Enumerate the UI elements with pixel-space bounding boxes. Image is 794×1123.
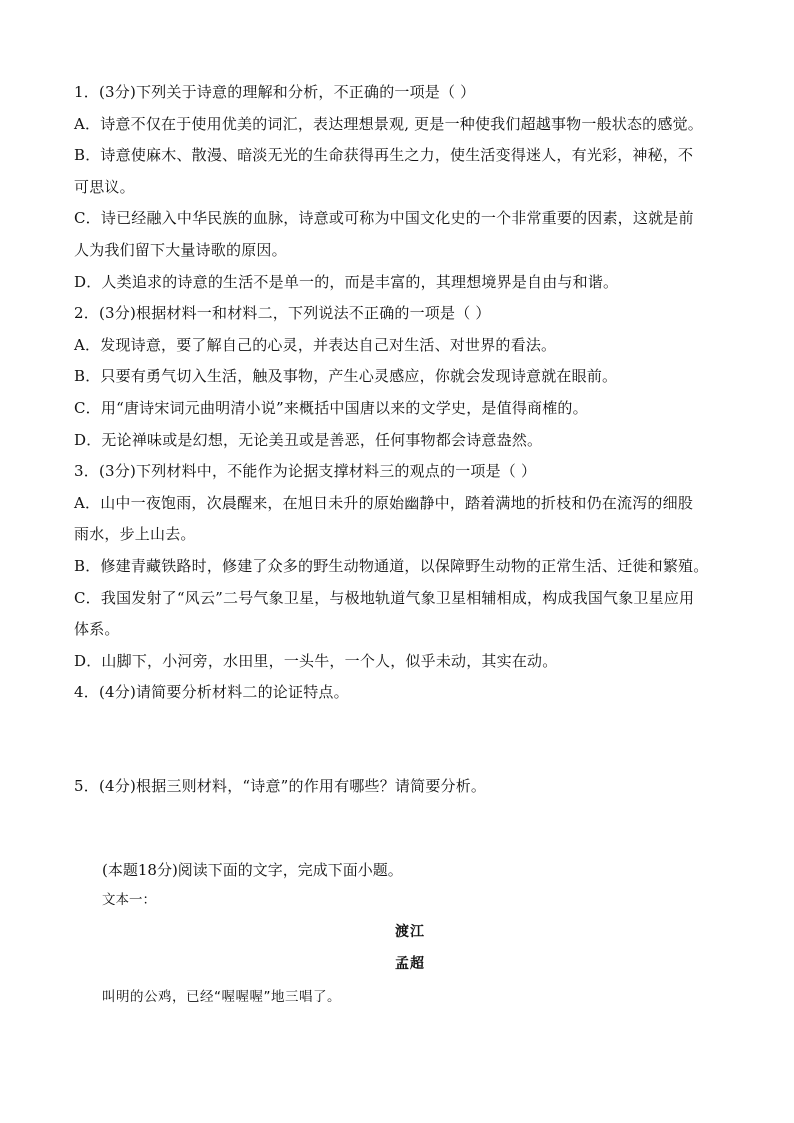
question-list [74, 77, 724, 802]
reading-intro: (本题18分)阅读下面的文字，完成下面小题。 [102, 861, 403, 879]
q2-option-c: C．用“唐诗宋词元曲明清小说”来概括中国唐以来的文学史，是值得商榷的。 [74, 398, 588, 417]
q3-option-a-cont: 雨水，步上山去。 [74, 525, 196, 544]
q1-option-d: D．人类追求的诗意的生活不是单一的，而是丰富的，其理想境界是自由与和谐。 [74, 272, 619, 291]
q2-stem: 2．(3分)根据材料一和材料二，下列说法不正确的一项是（ ） [74, 304, 491, 323]
q3-option-c: C．我国发射了“风云”二号气象卫星，与极地轨道气象卫星相辅相成，构成我国气象卫星应用 [74, 588, 695, 607]
poem-author: 孟超 [395, 956, 425, 972]
q1-option-c: C．诗已经融入中华民族的血脉，诗意或可称为中国文化史的一个非常重要的因素，这就是前 [74, 209, 694, 228]
q2-option-a: A．发现诗意，要了解自己的心灵，并表达自己对生活、对世界的看法。 [74, 335, 557, 354]
reading-section [102, 855, 722, 915]
q3-option-d: D．山脚下，小河旁，水田里，一头牛，一个人，似乎未动，其实在动。 [74, 651, 558, 670]
q4-answer-space [74, 709, 724, 771]
q3-option-c-cont: 体系。 [74, 620, 120, 639]
text-one-label: 文本一： [102, 892, 156, 908]
q3-option-b: B．修建青藏铁路时，修建了众多的野生动物通道，以保障野生动物的正常生活、迁徙和繁殖。 [74, 556, 709, 575]
q2-option-b: B．只要有勇气切入生活，触及事物，产生心灵感应，你就会发现诗意就在眼前。 [74, 367, 618, 386]
q5-stem: 5．(4分)根据三则材料，“诗意”的作用有哪些？请简要分析。 [74, 776, 487, 795]
q4-stem: 4．(4分)请简要分析材料二的论证特点。 [74, 683, 349, 702]
q3-stem: 3．(3分)下列材料中，不能作为论据支撑材料三的观点的一项是（ ） [74, 462, 537, 481]
q1-option-b-cont: 可思议。 [74, 177, 135, 196]
poem-title: 渡江 [395, 924, 425, 940]
q1-option-a: A．诗意不仅在于使用优美的词汇，表达理想景观, 更是一种使我们超越事物一般状态的感觉。 [74, 114, 703, 133]
q1-option-b: B．诗意使麻木、散漫、暗淡无光的生命获得再生之力，使生活变得迷人，有光彩，神秘，不 [74, 146, 694, 165]
q3-option-a: A．山中一夜饱雨，次晨醒来，在旭日未升的原始幽静中，踏着满地的折枝和仍在流泻的细股 [74, 493, 694, 512]
poem-first-line: 叫明的公鸡，已经“喔喔喔”地三唱了。 [102, 989, 341, 1005]
q1-option-c-cont: 人为我们留下大量诗歌的原因。 [74, 240, 287, 259]
q1-stem: 1．(3分)下列关于诗意的理解和分析，不正确的一项是（ ） [74, 83, 476, 101]
q2-option-d: D．无论禅味或是幻想，无论美丑或是善恶，任何事物都会诗意盎然。 [74, 430, 543, 449]
